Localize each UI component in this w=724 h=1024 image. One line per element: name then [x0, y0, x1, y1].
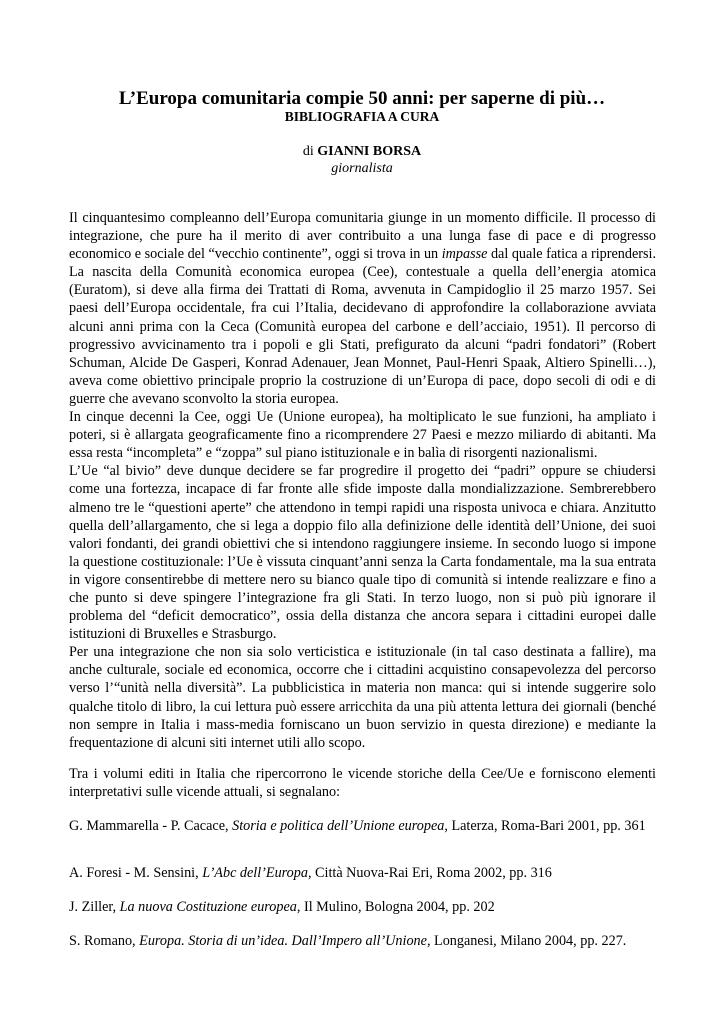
books-intro: Tra i volumi editi in Italia che ripercorrono le vicende storiche della Cee/Ue e forniscono elementi interpretativi sulle vicende attuali, si segnalano: — [69, 766, 656, 801]
paragraph: Il cinquantesimo compleanno dell’Europa comunitaria giunge in un momento difficile. Il processo di integrazione, che pure ha il merito di aver contribuito a una lunga fase di pace e di progresso economico e sociale del “vecchio continente”, oggi si trova in un impasse dal quale fatica a riprendersi. — [69, 210, 656, 263]
paragraph: La nascita della Comunità economica europea (Cee), contestuale a quella dell’energia atomica (Euratom), si deve alla firma dei Trattati di Roma, avvenuta in Campidoglio il 25 marzo 1957. Sei paesi dell’Europa occidentale, fra cui l’Italia, decidevano di approfondire la collaborazione avviata alcuni anni prima con la Ceca (Comunità europea del carbone e dell’acciaio, 1951). Il percorso di progressivo avvicinamento tra i popoli e gli Stati, prefigurato da alcuni “padri fondatori” (Robert Schuman, Alcide De Gasperi, Konrad Adenauer, Jean Monnet, Paul-Henri Spaak, Altiero Spinelli…), aveva come obiettivo principale proprio la costruzione di un’Europa di pace, dopo secoli di odi e di guerre che avevano sconvolto la storia europea. — [69, 264, 656, 407]
book-title: L’Abc dell’Europa — [202, 865, 308, 881]
page-title: L’Europa comunitaria compie 50 anni: per saperne di più… — [118, 88, 606, 109]
book-title: Storia e politica dell’Unione europea — [232, 818, 445, 834]
page-subtitle: BIBLIOGRAFIA A CURA — [284, 109, 440, 124]
book-title: Europa. Storia di un’idea. Dall’Impero all’Unione — [139, 933, 427, 949]
reference-item: G. Mammarella - P. Cacace, Storia e politica dell’Unione europea, Laterza, Roma-Bari 2001, pp. 361 — [69, 818, 646, 834]
author-role: giornalista — [331, 161, 393, 176]
reference-item: J. Ziller, La nuova Costituzione europea, Il Mulino, Bologna 2004, pp. 202 — [69, 899, 495, 915]
paragraph: Per una integrazione che non sia solo verticistica e istituzionale (in tal caso destinata a fallire), ma anche culturale, sociale ed economica, occorre che i cittadini acquistino consapevolezza del percorso verso l’“unità nella diversità”. La pubblicistica in materia non manca: qui si intende suggerire solo qualche titolo di libro, la cui lettura può essere arricchita da una più attenta lettura dei giornali (benché non sempre in Italia i mass-media forniscano un buon servizio in questa direzione) e mediante la frequentazione di alcuni siti internet utili allo scopo. — [69, 644, 656, 751]
byline-prefix: di — [302, 144, 318, 159]
emphasis: impasse — [441, 246, 488, 263]
paragraph: In cinque decenni la Cee, oggi Ue (Unione europea), ha moltiplicato le sue funzioni, ha ampliato i poteri, si è allargata geograficamente fino a ricomprendere 27 Paesi e mezzo miliardo di abitanti. Ma essa resta “incompleta” e “zoppa” sul piano istituzionale e in balìa di risorgenti nazionalismi. — [69, 409, 656, 462]
author-name: GIANNI BORSA — [317, 144, 422, 159]
paragraph: L’Ue “al bivio” deve dunque decidere se far progredire il progetto dei “padri” oppure se chiudersi come una fortezza, incapace di far fronte alle sfide imposte dalla mondializzazione. Sembrerebbero almeno tre le “questioni aperte” che attendono in tempi rapidi una risposta univoca e chiara. Anzitutto quella dell’allargamento, che si lega a doppio filo alla definizione delle identità dell’Unione, dei suoi valori fondanti, dei grandi obiettivi che si intendono raggiungere insieme. In secondo luogo si impone la questione costituzionale: l’Ue è vissuta cinquant’anni senza la Carta fondamentale, ma la sua entrata in vigore consentirebbe di mettere nero su bianco quale tipo di comunità si intende realizzare e fino a che punto si deve spingere l’integrazione fra gli Stati. In terzo luogo, non si può più ignorare il problema del “deficit democratico”, ossia della distanza che ancora separa i cittadini europei dalle istituzioni di Bruxelles e Strasburgo. — [69, 463, 656, 643]
article-body — [69, 209, 656, 752]
book-title: La nuova Costituzione europea — [119, 899, 297, 915]
reference-item: S. Romano, Europa. Storia di un’idea. Dall’Impero all’Unione, Longanesi, Milano 2004, pp. 227. — [69, 933, 627, 949]
byline — [0, 143, 724, 160]
reference-item: A. Foresi - M. Sensini, L’Abc dell’Europa, Città Nuova-Rai Eri, Roma 2002, pp. 316 — [69, 865, 552, 881]
